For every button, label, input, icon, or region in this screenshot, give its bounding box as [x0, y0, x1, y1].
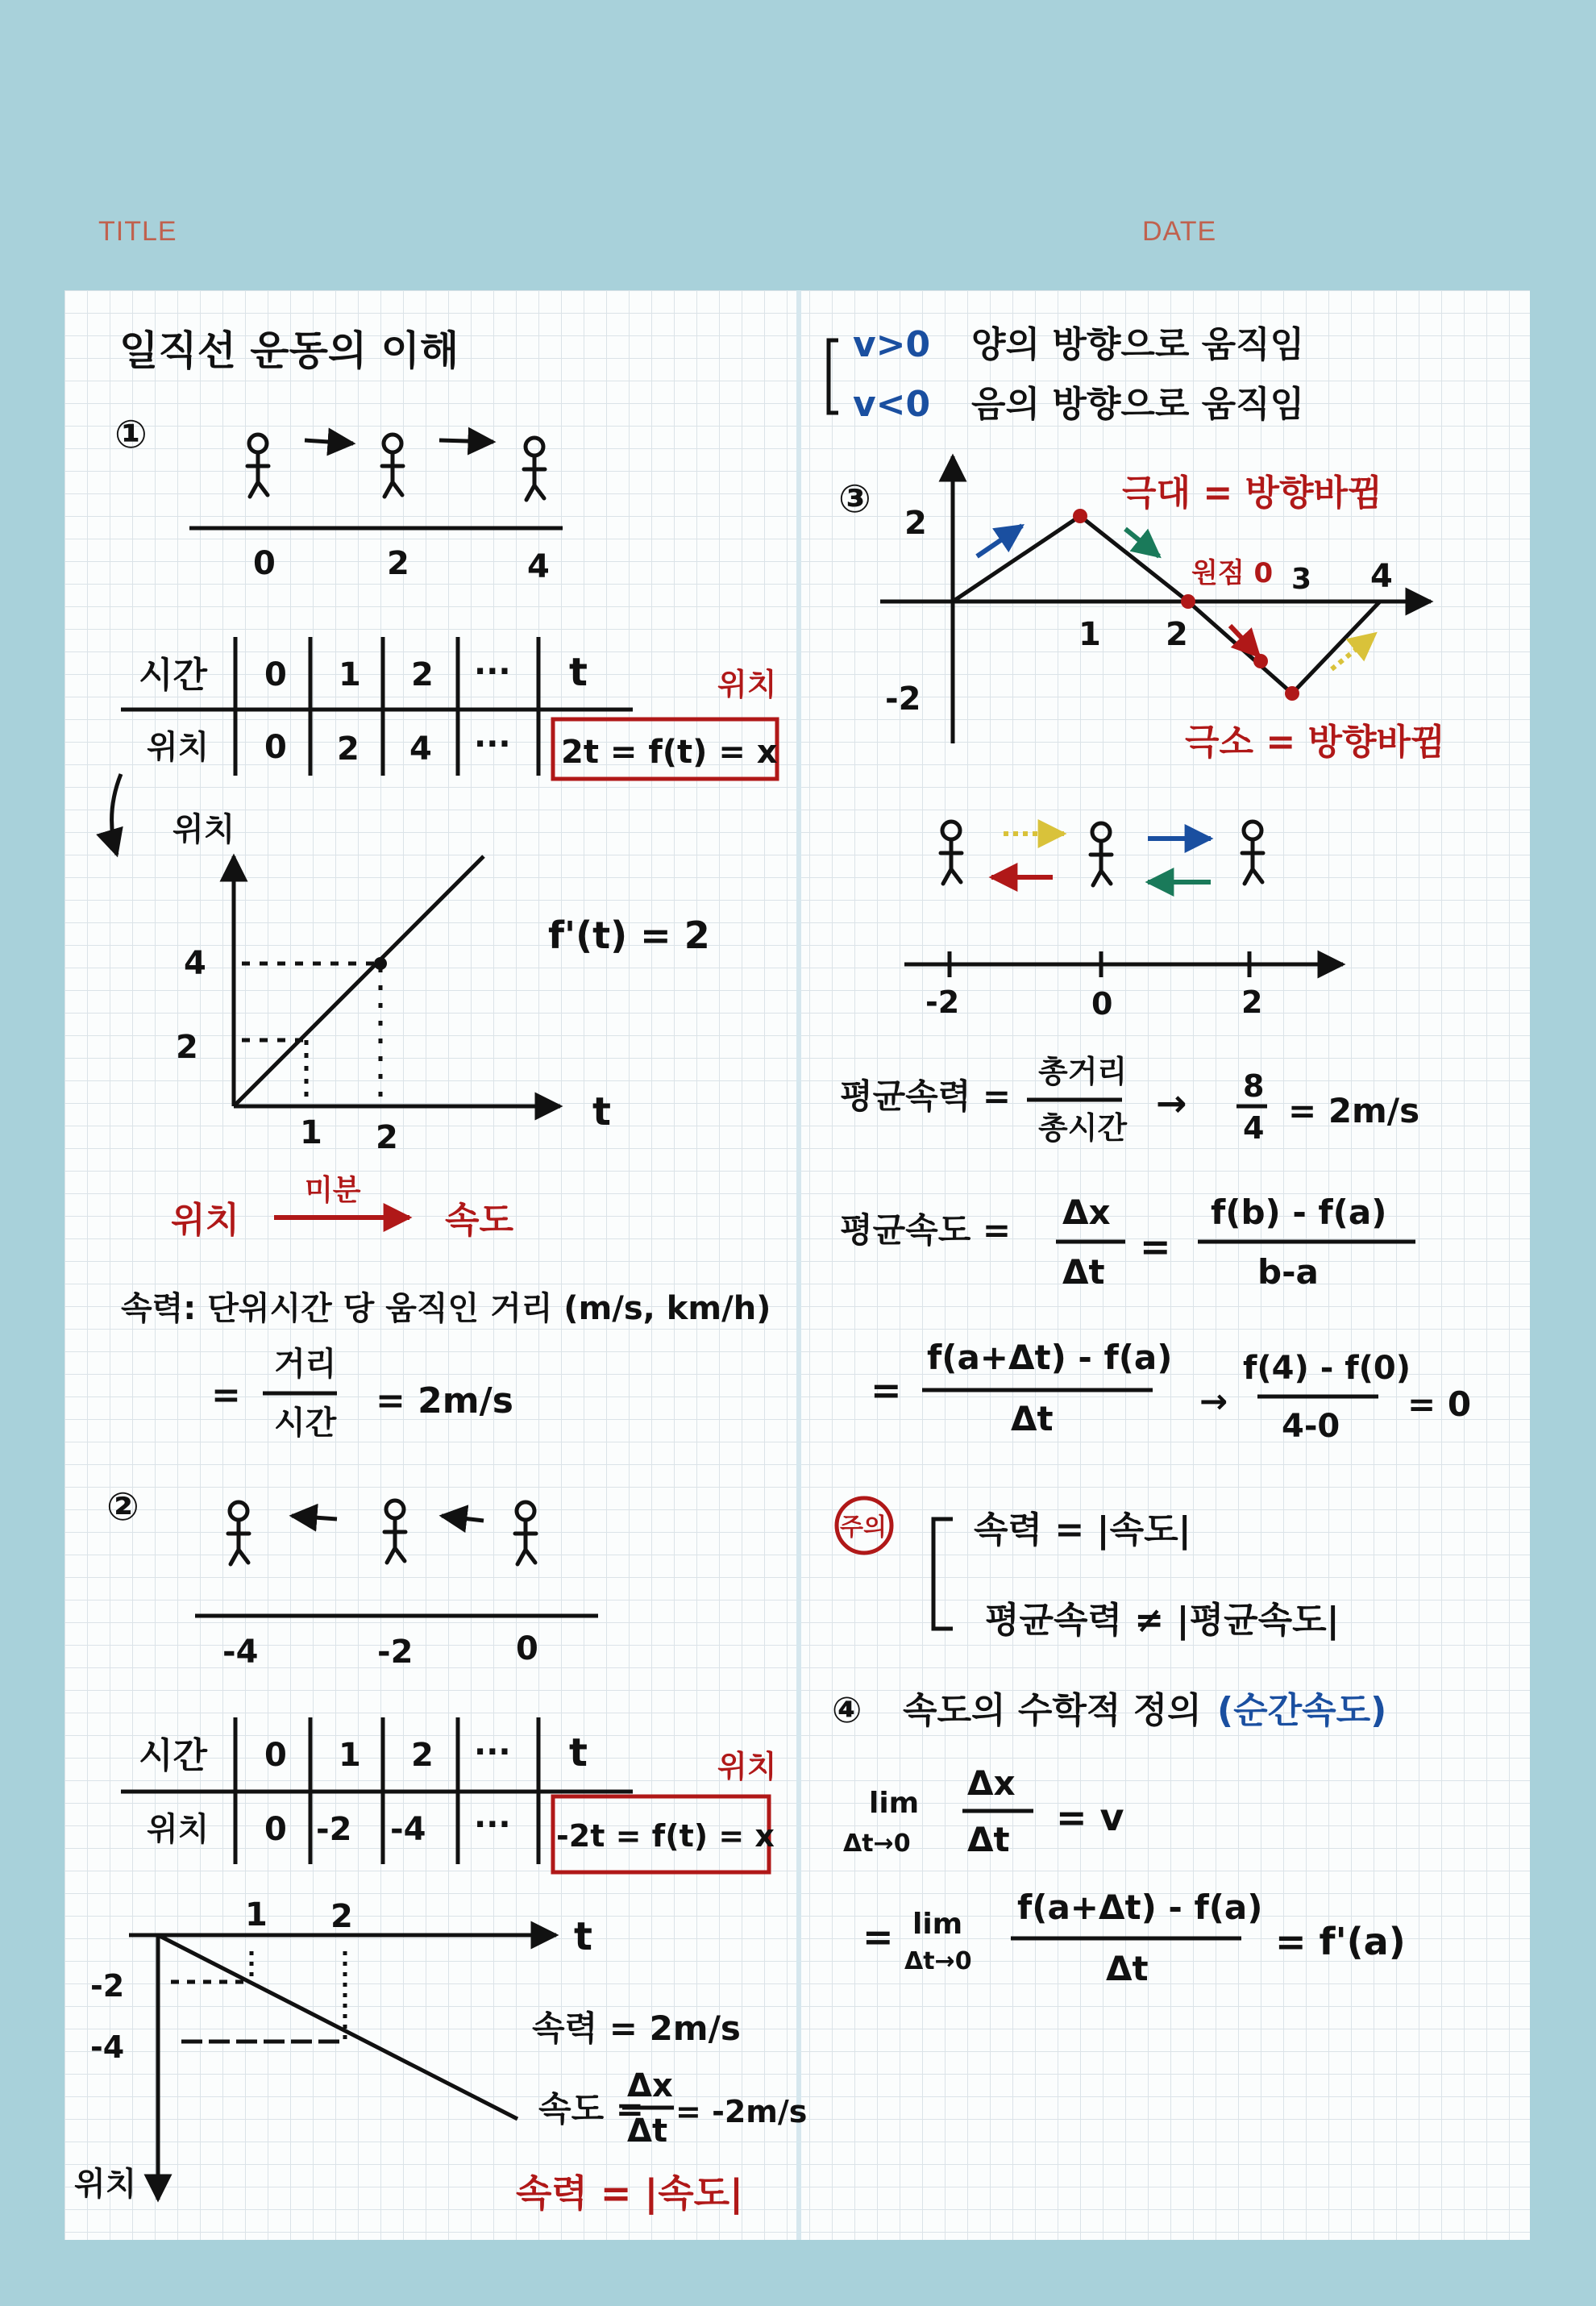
- equals-sign: =: [211, 1375, 241, 1416]
- speed-label: 속력 = 2m/s: [532, 2008, 741, 2048]
- table-cell-time: t: [569, 650, 588, 695]
- limit-label: lim: [912, 1908, 963, 1941]
- table-header-time: 시간: [139, 1735, 208, 1776]
- avg-velocity-result: = 0: [1407, 1384, 1472, 1424]
- section-2-number: ②: [106, 1484, 139, 1530]
- position-note: 위치: [717, 667, 777, 702]
- number-line-tick: -4: [222, 1634, 259, 1671]
- stick-figure: [247, 435, 268, 497]
- number-line-tick: -2: [377, 1634, 414, 1671]
- number-line-tick: 0: [516, 1630, 538, 1667]
- section-4-paren: (순간속도): [1217, 1690, 1387, 1731]
- graph-x-tick: 3: [1291, 563, 1312, 596]
- motion-arrow: [439, 440, 493, 442]
- flow-to: 속도: [445, 1200, 514, 1241]
- table-cell-position: ···: [474, 1806, 511, 1843]
- table-cell-position: 2: [337, 731, 360, 768]
- curved-arrow: [112, 774, 121, 855]
- table-cell-time: 1: [339, 656, 361, 693]
- motion-arrow: [442, 1516, 484, 1521]
- flow-from: 위치: [171, 1200, 240, 1241]
- graph-point-zero: [1181, 594, 1195, 609]
- position-time-graph: [234, 856, 560, 1106]
- fraction-numerator: 거리: [274, 1346, 337, 1383]
- graph-y-tick: -4: [90, 2029, 125, 2065]
- position-time-graph: [129, 1935, 556, 2200]
- graph-y-tick: -2: [90, 1968, 125, 2004]
- graph-point: [374, 957, 387, 970]
- velocity-numerator: Δx: [627, 2067, 673, 2104]
- position-note: 위치: [717, 1749, 777, 1784]
- equals-sign: =: [1140, 1225, 1171, 1268]
- bracket: [933, 1519, 953, 1629]
- min-note: 극소 = 방향바뀜: [1185, 722, 1445, 763]
- number-line-tick: 0: [253, 545, 276, 582]
- speed-definition: 속력: 단위시간 당 움직인 거리 (m/s, km/h): [121, 1290, 771, 1327]
- caution-badge: 주의: [840, 1513, 887, 1542]
- relation-note: 속력 = |속도|: [516, 2171, 743, 2215]
- avg-speed-result: = 2m/s: [1288, 1091, 1420, 1130]
- table-cell-position: 4: [409, 731, 432, 768]
- velocity-label: 속도 =: [538, 2089, 644, 2129]
- caution-line-1: 속력 = |속도|: [974, 1509, 1191, 1551]
- avg-velocity-example-den: 4-0: [1282, 1408, 1340, 1445]
- graph-y-label: 위치: [74, 2166, 137, 2203]
- number-line-tick: 2: [387, 545, 409, 582]
- avg-velocity-example-num: f(4) - f(0): [1243, 1350, 1411, 1387]
- avg-speed-denominator: 총시간: [1038, 1110, 1128, 1146]
- table-cell-time: 0: [264, 1737, 287, 1774]
- v-negative-text: 음의 방향으로 움직임: [971, 384, 1305, 425]
- left-heading: 일직선 운동의 이해: [119, 327, 459, 374]
- avg-speed-numerator: 총거리: [1038, 1054, 1128, 1089]
- graph-y-label: 위치: [172, 811, 235, 848]
- stick-figure: [524, 438, 545, 500]
- section-4-number: ④: [832, 1690, 862, 1731]
- table-cell-time: t: [569, 1730, 588, 1775]
- section-1-number: ①: [114, 412, 148, 457]
- avg-velocity-denominator: Δt: [1062, 1252, 1105, 1292]
- limit-subscript: Δt→0: [843, 1829, 911, 1858]
- v-positive-text: 양의 방향으로 움직임: [971, 324, 1305, 365]
- limit-label: lim: [869, 1787, 920, 1820]
- speed-result: = 2m/s: [376, 1380, 513, 1421]
- graph-x-tick: 2: [376, 1119, 398, 1156]
- derivative-label: f'(t) = 2: [548, 914, 710, 957]
- avg-speed-label: 평균속력 =: [840, 1076, 1012, 1116]
- derivative-numerator: f(a+Δt) - f(a): [1017, 1888, 1263, 1927]
- graph-x-tick: 1: [245, 1896, 268, 1933]
- graph-y-tick: 4: [184, 945, 206, 982]
- graph-x-tick: 1: [300, 1114, 322, 1151]
- table-cell-position: -4: [390, 1811, 426, 1848]
- avg-velocity-expanded-den: Δt: [1011, 1399, 1054, 1438]
- graph-x-tick: 4: [1370, 558, 1393, 595]
- table-cell-time: 1: [339, 1737, 361, 1774]
- motion-arrow: [305, 440, 353, 443]
- v-negative: v<0: [853, 384, 931, 425]
- velocity-result: = -2m/s: [675, 2094, 808, 2129]
- direction-arrow-blue: [977, 526, 1022, 556]
- table-cell-time: 2: [411, 1737, 434, 1774]
- graph-y-tick: 2: [904, 505, 927, 542]
- direction-arrow-green: [1125, 529, 1159, 556]
- boxed-formula: -2t = f(t) = x: [556, 1818, 775, 1854]
- direction-arrow-yellow: [1332, 634, 1375, 669]
- avg-speed-example-den: 4: [1243, 1110, 1265, 1146]
- stick-figure: [384, 1501, 405, 1563]
- title-label: TITLE: [98, 216, 177, 247]
- derivative-result: = f'(a): [1275, 1920, 1406, 1963]
- avg-speed-arrow: →: [1156, 1081, 1187, 1125]
- table-cell-position: 0: [264, 1811, 287, 1848]
- avg-velocity-expanded-num: f(a+Δt) - f(a): [927, 1338, 1173, 1377]
- number-line-tick: 4: [527, 548, 550, 585]
- stick-figure: [515, 1502, 536, 1564]
- avg-velocity-numerator-2: f(b) - f(a): [1211, 1193, 1387, 1232]
- section-4-title: 속도의 수학적 정의: [903, 1690, 1202, 1731]
- section-3-number: ③: [838, 477, 871, 522]
- motion-arrow: [292, 1516, 337, 1519]
- stick-figure: [1242, 822, 1263, 884]
- fraction-denominator: 시간: [274, 1405, 337, 1442]
- limit-numerator: Δx: [967, 1763, 1016, 1803]
- flow-mid: 미분: [305, 1174, 361, 1207]
- caution-line-2: 평균속력 ≠ |평균속도|: [985, 1600, 1340, 1641]
- number-line: [904, 951, 1343, 977]
- table-cell-position: -2: [316, 1811, 352, 1848]
- table-header-position: 위치: [147, 729, 210, 766]
- origin-note: 원점 0: [1191, 557, 1274, 589]
- graph-x-label: t: [592, 1089, 611, 1134]
- date-label: DATE: [1142, 216, 1217, 247]
- graph-point-min: [1285, 686, 1299, 701]
- avg-velocity-arrow: →: [1199, 1381, 1228, 1421]
- table-cell-time: ···: [474, 1734, 511, 1771]
- table-cell-time: ···: [474, 653, 511, 690]
- graph-point-max: [1073, 509, 1087, 523]
- graph-x-tick: 1: [1079, 616, 1101, 653]
- graph-x-tick: 2: [1166, 616, 1188, 653]
- avg-velocity-denominator-2: b-a: [1257, 1252, 1319, 1292]
- graph-y-tick: 2: [176, 1029, 198, 1066]
- equals-sign: =: [862, 1915, 894, 1958]
- avg-speed-example-num: 8: [1243, 1068, 1265, 1104]
- stick-figure: [941, 822, 962, 884]
- number-line-tick: 2: [1241, 984, 1263, 1020]
- table-header-time: 시간: [139, 655, 208, 696]
- bracket: [829, 340, 838, 413]
- stick-figure: [228, 1502, 249, 1564]
- boxed-formula: 2t = f(t) = x: [561, 734, 778, 771]
- table-cell-position: 0: [264, 729, 287, 766]
- stick-figure: [382, 435, 403, 497]
- velocity-denominator: Δt: [627, 2112, 668, 2150]
- v-positive: v>0: [853, 324, 931, 365]
- number-line-tick: -2: [925, 984, 960, 1020]
- avg-velocity-label: 평균속도 =: [840, 1210, 1012, 1250]
- table-cell-time: 2: [411, 656, 434, 693]
- limit-subscript: Δt→0: [904, 1947, 972, 1975]
- table-cell-position: ···: [474, 726, 511, 763]
- graph-y-tick: -2: [885, 681, 921, 718]
- graph-x-label: t: [574, 1914, 592, 1959]
- limit-denominator: Δt: [967, 1820, 1010, 1859]
- equals-sign: =: [871, 1368, 902, 1412]
- avg-velocity-numerator: Δx: [1062, 1193, 1111, 1232]
- limit-result: = v: [1056, 1796, 1124, 1839]
- max-note: 극대 = 방향바뀜: [1122, 472, 1382, 514]
- table-header-position: 위치: [147, 1811, 210, 1848]
- derivative-denominator: Δt: [1106, 1949, 1149, 1988]
- graph-x-tick: 2: [330, 1898, 353, 1935]
- stick-figure: [1091, 823, 1112, 885]
- number-line-tick: 0: [1091, 986, 1113, 1022]
- table-cell-time: 0: [264, 656, 287, 693]
